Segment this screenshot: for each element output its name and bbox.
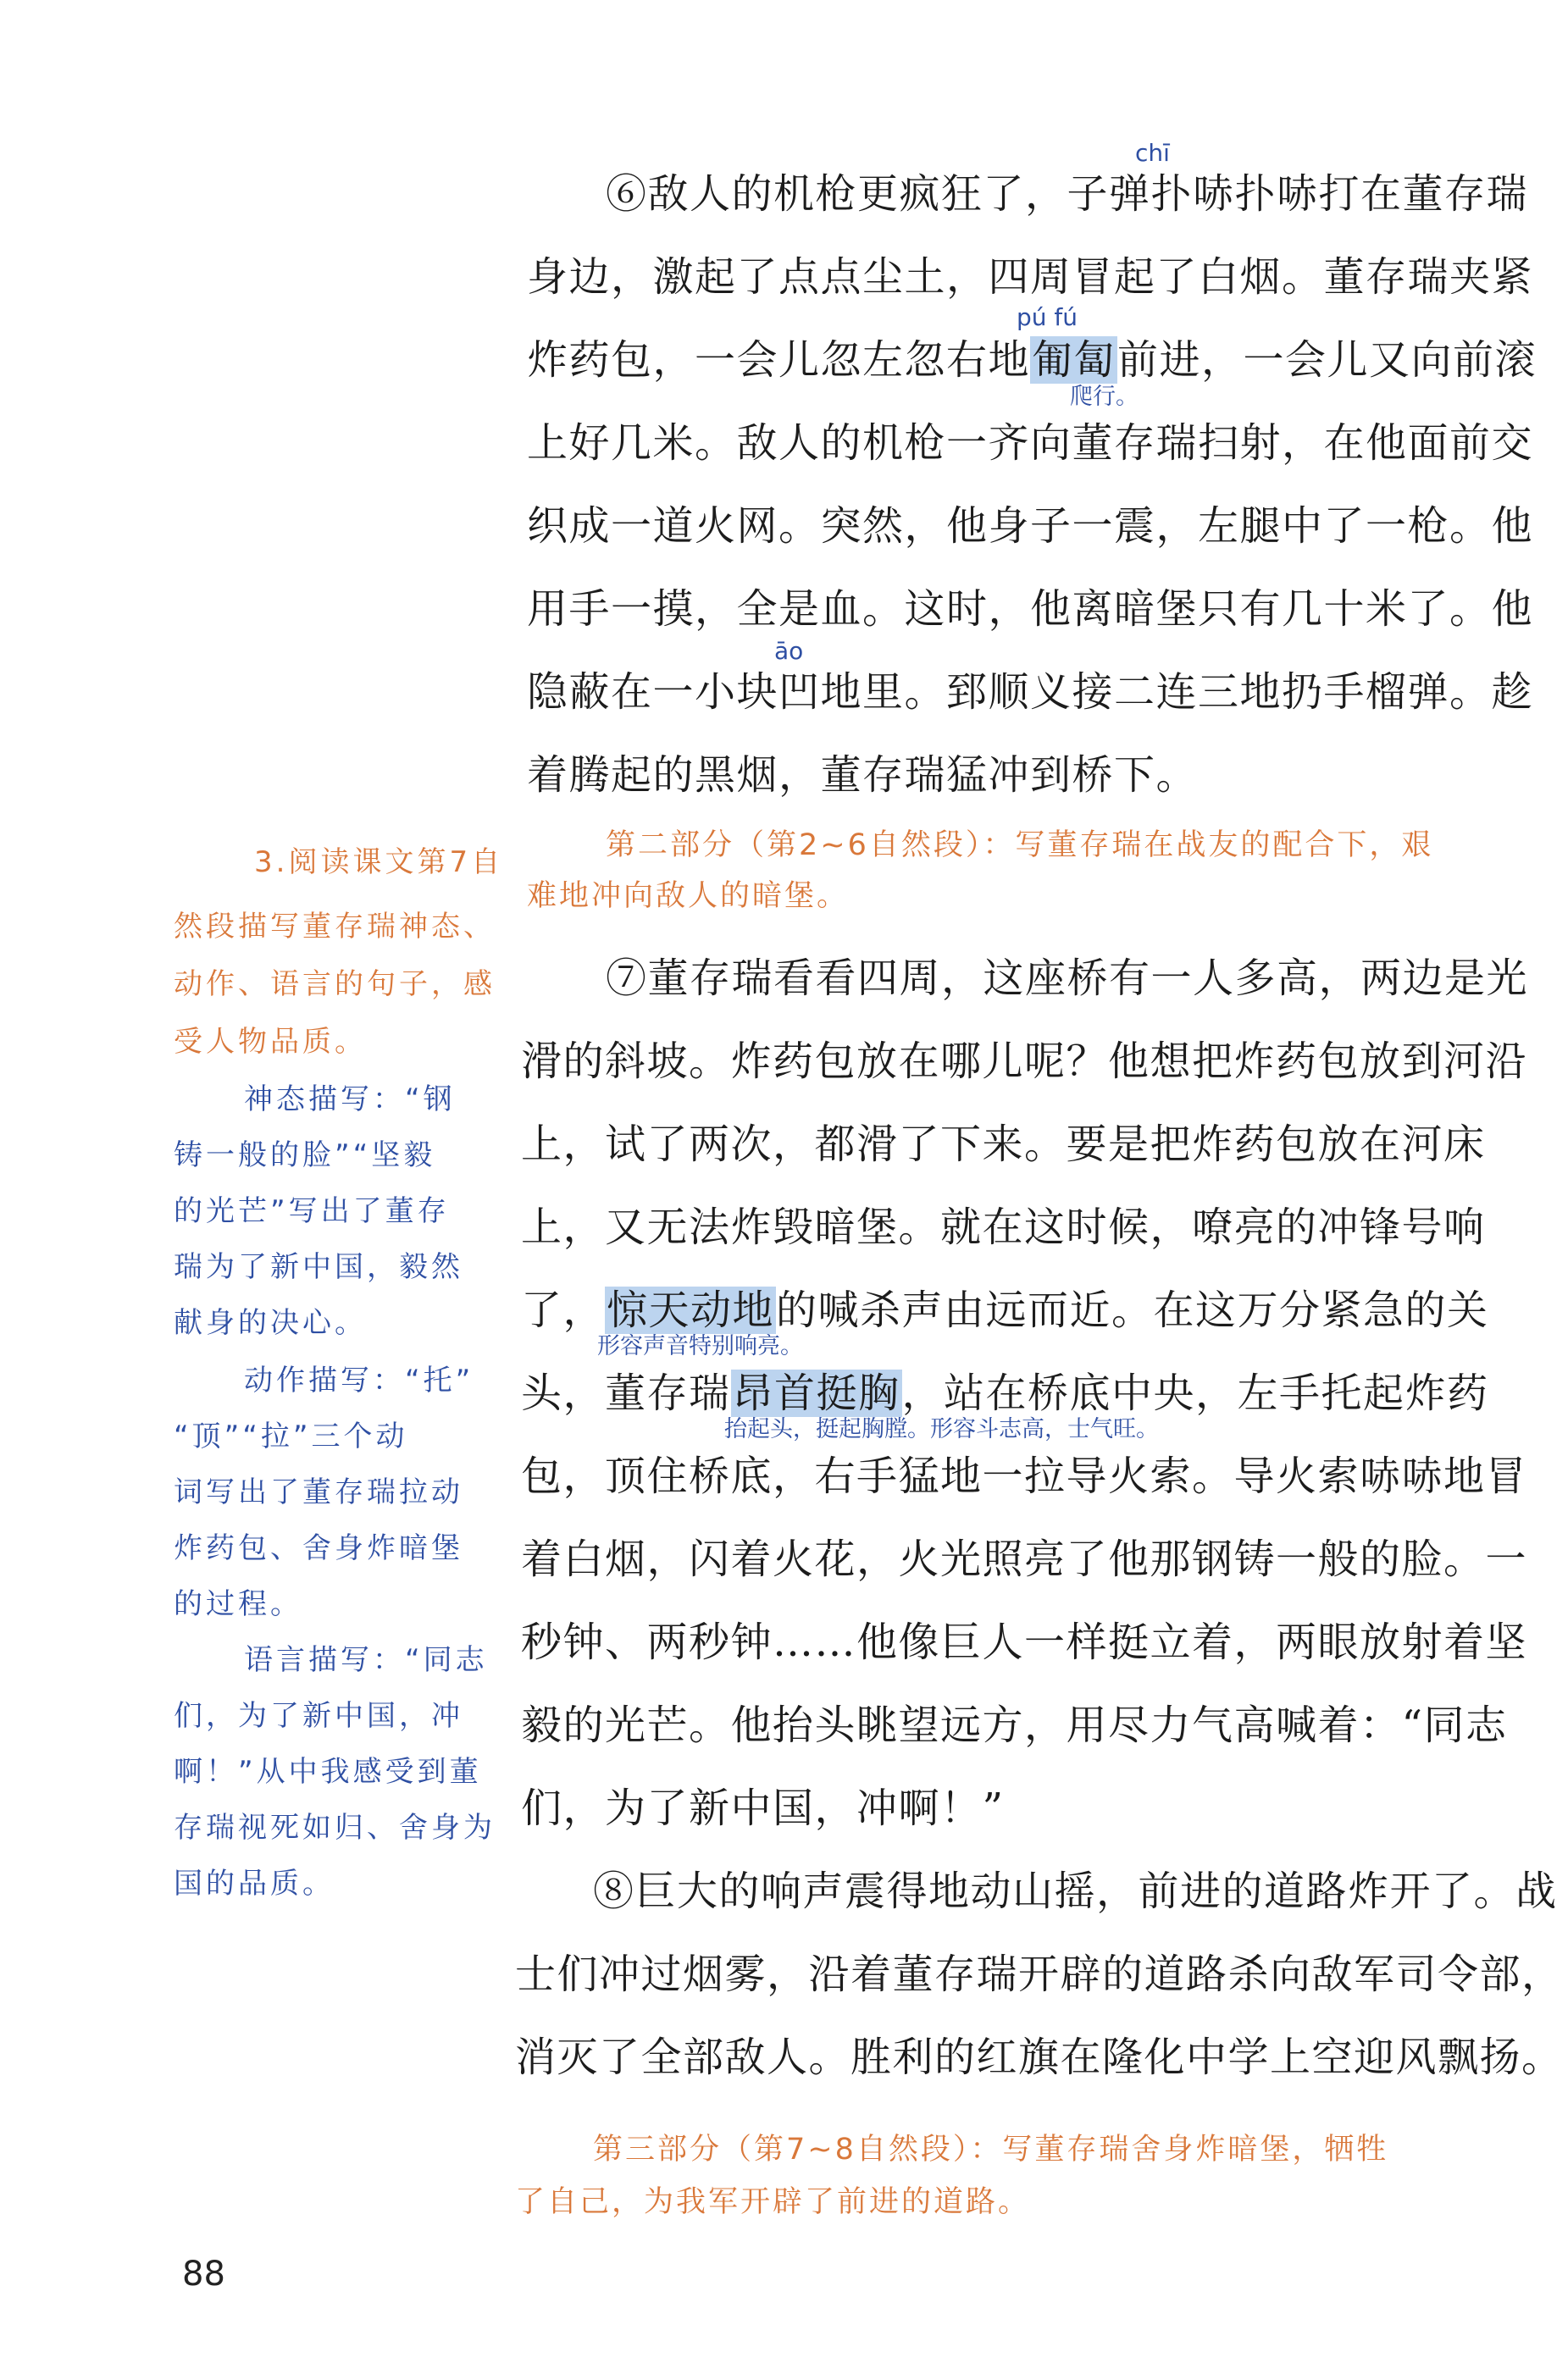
summary-part2-line2: 难地冲向敌人的暗堡。 [527,879,850,913]
highlight-jingtiandongdi: 惊天动地 [607,1287,775,1334]
pinyin-chi: chī [1135,139,1170,167]
margin-answer-line6: 动作描写：“托” [244,1364,474,1398]
paragraph6-line3-post: 前进，一会儿又向前滚 [1117,336,1538,384]
margin-answer-line14: 存瑞视死如归、舍身为 [174,1811,496,1845]
paragraph7-line5-post: 的喊杀声由远而近。在这万分紧急的关 [776,1287,1489,1334]
margin-answer-line11: 语言描写：“同志 [244,1643,488,1677]
margin-answer-line5: 献身的决心。 [174,1306,367,1340]
highlight-angshoutingxiong: 昂首挺胸 [732,1370,900,1417]
paragraph7-line2: 滑的斜坡。炸药包放在哪儿呢？他想把炸药包放到河沿 [521,1038,1528,1085]
paragraph7-line1: ⑦董存瑞看看四周，这座桥有一人多高，两边是光 [606,955,1529,1002]
paragraph7-line6-post: ，站在桥底中央，左手托起炸药 [901,1370,1489,1417]
summary-part2-line1: 第二部分（第2~6自然段）：写董存瑞在战友的配合下，艰 [606,828,1434,862]
paragraph6-line1: ⑥敌人的机枪更疯狂了，子弹扑哧扑哧打在董存瑞 [606,170,1529,218]
margin-answer-line9: 炸药包、舍身炸暗堡 [174,1531,463,1565]
paragraph8-line1: ⑧巨大的响声震得地动山摇，前进的道路炸开了。战 [593,1868,1558,1915]
paragraph7-line8: 着白烟，闪着火花，火光照亮了他那钢铸一般的脸。一 [521,1536,1528,1583]
paragraph6-line5: 织成一道火网。突然，他身子一震，左腿中了一枪。他 [527,502,1534,550]
margin-question-line1: 3.阅读课文第7自 [254,845,504,879]
margin-answer-line2: 铸一般的脸”“坚毅 [174,1138,436,1172]
paragraph7-line4: 上，又无法炸毁暗堡。就在这时候，嘹亮的冲锋号响 [521,1204,1486,1251]
margin-answer-line1: 神态描写：“钢 [244,1082,456,1116]
summary-part3-line1: 第三部分（第7~8自然段）：写董存瑞舍身炸暗堡，牺牲 [593,2133,1389,2167]
paragraph7-line10: 毅的光芒。他抬头眺望远方，用尽力气高喊着：“同志 [521,1702,1508,1749]
paragraph6-line2: 身边，激起了点点尘土，四周冒起了白烟。董存瑞夹紧 [527,253,1534,301]
pinyin-pufu: pú fú [1017,303,1078,331]
margin-question-line4: 受人物品质。 [174,1025,367,1059]
margin-answer-line4: 瑞为了新中国，毅然 [174,1250,463,1284]
paragraph6-line3-pre: 炸药包，一会儿忽左忽右地 [527,336,1031,384]
paragraph8-line2: 士们冲过烟雾，沿着董存瑞开辟的道路杀向敌军司令部， [515,1951,1564,1998]
paragraph6-line4: 上好几米。敌人的机枪一齐向董存瑞扫射，在他面前交 [527,419,1534,467]
paragraph7-line5-pre: 了， [521,1287,606,1334]
summary-part3-line2: 了自己，为我军开辟了前进的道路。 [515,2185,1031,2219]
paragraph7-line3: 上，试了两次，都滑了下来。要是把炸药包放在河床 [521,1121,1486,1168]
margin-answer-line15: 国的品质。 [174,1867,335,1901]
note-jingtiandongdi: 形容声音特别响亮。 [597,1333,803,1359]
paragraph7-line11: 们，为了新中国，冲啊！” [521,1785,1005,1832]
margin-answer-line7: “顶”“拉”三个动 [174,1420,408,1453]
paragraph6-line8: 着腾起的黑烟，董存瑞猛冲到桥下。 [527,751,1199,799]
margin-answer-line13: 啊！”从中我感受到董 [174,1755,482,1789]
paragraph6-line6: 用手一摸，全是血。这时，他离暗堡只有几十米了。他 [527,585,1534,633]
paragraph7-line7: 包，顶住桥底，右手猛地一拉导火索。导火索哧哧地冒 [521,1453,1528,1500]
note-angshoutingxiong: 抬起头，挺起胸膛。形容斗志高，士气旺。 [724,1416,1159,1442]
paragraph6-line3 [527,327,1537,385]
paragraph7-line9: 秒钟、两秒钟……他像巨人一样挺立着，两眼放射着坚 [521,1619,1528,1666]
paragraph7-line6-pre: 头，董存瑞 [521,1370,731,1417]
margin-answer-line8: 词写出了董存瑞拉动 [174,1475,463,1509]
note-pufu: 爬行。 [1070,384,1139,410]
pinyin-ao: āo [774,637,804,665]
paragraph6-line7: 隐蔽在一小块凹地里。郅顺义接二连三地扔手榴弹。趁 [527,668,1534,716]
margin-question-line2: 然段描写董存瑞神态、 [174,910,496,944]
paragraph8-line3: 消灭了全部敌人。胜利的红旗在隆化中学上空迎风飘扬。 [515,2034,1564,2081]
margin-answer-line3: 的光芒”写出了董存 [174,1194,450,1228]
page-number: 88 [182,2255,225,2294]
margin-answer-line10: 的过程。 [174,1587,302,1621]
margin-answer-line12: 们，为了新中国，冲 [174,1699,463,1733]
margin-question-line3: 动作、语言的句子，感 [174,967,496,1001]
highlight-pufu: 匍匐 [1032,336,1116,384]
